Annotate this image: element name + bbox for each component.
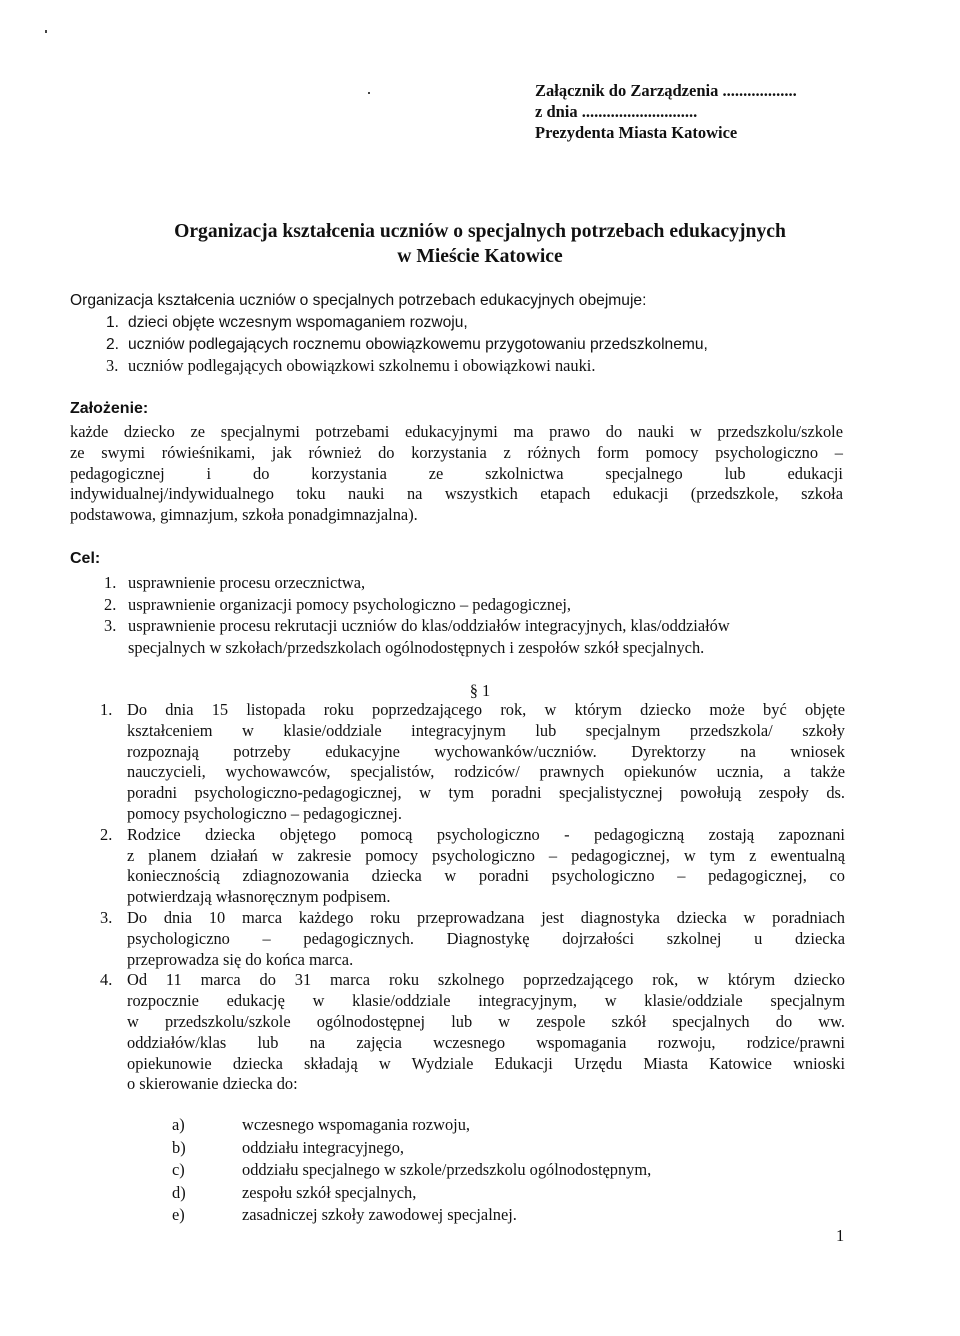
list-line: poradni psychologiczno-pedagogicznej, w tym poradni specjalistycznej powołują zespoły ds. — [127, 783, 845, 803]
section-mark: § 1 — [469, 681, 491, 700]
list-line: Od 11 marca do 31 marca roku szkolnego poprzedzającego rok, w którym dziecko — [127, 970, 845, 990]
list-item — [100, 970, 845, 1095]
sub-list-text: zasadniczej szkoły zawodowej specjalnej. — [242, 1205, 517, 1224]
page-number: 1 — [836, 1226, 845, 1245]
zalozenie-paragraph — [70, 422, 843, 526]
list-item — [100, 700, 845, 825]
document-title — [0, 219, 960, 269]
list-number: 1. — [104, 573, 117, 592]
list-text: dzieci objęte wczesnym wspomaganiem rozwoju, — [128, 314, 468, 331]
list-line: o skierowanie dziecka do: — [127, 1074, 298, 1094]
cel-label: Cel: — [70, 550, 101, 567]
list-number: 1. — [106, 314, 120, 331]
list-line: koniecznością zdiagnozowania dziecka w poradni psychologiczno – pedagogicznej, co — [127, 866, 845, 886]
list-line: pomocy psychologiczno – pedagogicznej. — [127, 803, 402, 823]
list-line: przeprowadza się do końca marca. — [127, 949, 354, 969]
header-line-1: Załącznik do Zarządzenia .................. — [535, 81, 797, 100]
header-line-3: Prezydenta Miasta Katowice — [535, 123, 738, 142]
sub-list-text: oddziału integracyjnego, — [242, 1137, 405, 1157]
list-line: z planem działań w zakresie pomocy psychologiczno – pedagogicznej, w tym z ewentualną — [127, 845, 845, 865]
list-number: 1. — [100, 700, 113, 719]
intro-text: Organizacja kształcenia uczniów o specjalnych potrzebach edukacyjnych obejmuje: — [70, 292, 647, 309]
attachment-header — [535, 80, 797, 143]
paragraph-line: indywidualnej/indywidualnego toku nauki na wszystkich etapach edukacji (przedszkole, szkoła — [70, 484, 843, 504]
list-text: usprawnienie procesu orzecznictwa, — [128, 573, 366, 592]
list-item — [106, 312, 866, 334]
sub-list-item — [172, 1114, 651, 1137]
list-number: 4. — [100, 970, 113, 990]
sub-list-letter: a) — [172, 1115, 185, 1134]
list-item — [100, 825, 845, 908]
sub-list-item — [172, 1159, 651, 1182]
scan-speck — [45, 30, 47, 33]
sub-list-text: wczesnego wspomagania rozwoju, — [242, 1115, 471, 1134]
sub-list-text: oddziału specjalnego w szkole/przedszkolu ogólnodostępnym, — [242, 1160, 652, 1179]
sub-list-letter: b) — [172, 1137, 186, 1157]
sub-list-item — [172, 1204, 651, 1227]
paragraph-line: podstawowa, gimnazjum, szkoła ponadgimnazjalna). — [70, 505, 418, 525]
list-number: 3. — [100, 907, 113, 927]
sub-list-item — [172, 1137, 651, 1160]
sub-list-letter: e) — [172, 1205, 185, 1224]
list-line: opiekunowie dziecka składają w Wydziale Edukacji Urzędu Miasta Katowice wnioski — [127, 1053, 845, 1073]
cel-list — [104, 572, 849, 658]
paragraph-line: pedagogicznej i do korzystania ze szkolnictwa specjalnego lub edukacji — [70, 463, 843, 483]
paragraph-line: ze swymi rówieśnikami, jak również do korzystania z różnych form pomocy psychologiczno – — [70, 442, 843, 462]
list-item — [104, 615, 849, 658]
header-line-2: z dnia ............................ — [535, 102, 698, 121]
list-text: usprawnienie procesu rekrutacji uczniów do klas/oddziałów integracyjnych, klas/oddziałów — [128, 616, 730, 635]
list-line: oddziałów/klas lub na zajęcia wczesnego wspomagania rozwoju, rodzice/prawni — [127, 1032, 845, 1052]
list-line: w przedszkolu/szkole ogólnodostępnej lub w zespole szkół specjalnych do ww. — [127, 1011, 845, 1031]
list-line: potwierdzają własnoręcznym podpisem. — [127, 887, 391, 907]
list-number: 3. — [106, 356, 119, 375]
sub-list-text: zespołu szkół specjalnych, — [242, 1182, 417, 1202]
intro-list — [106, 312, 866, 377]
sub-list — [172, 1114, 651, 1227]
list-line: Do dnia 10 marca każdego roku przeprowadzana jest diagnostyka dziecka w poradniach — [127, 907, 845, 927]
list-number: 2. — [106, 335, 120, 353]
list-text: uczniów podlegających rocznemu obowiązkowemu przygotowaniu przedszkolnemu, — [128, 335, 708, 353]
list-text: usprawnienie organizacji pomocy psychologiczno – pedagogicznej, — [128, 594, 572, 614]
paragraph-line: każde dziecko ze specjalnymi potrzebami edukacyjnymi ma prawo do nauki w przedszkolu/szkole — [70, 422, 843, 441]
list-line: Rodzice dziecka objętego pomocą psychologiczno - pedagogiczną zostają zapoznani — [127, 824, 845, 844]
list-line: nauczycieli, wychowawców, specjalistów, rodziców/ prawnych opiekunów ucznia, a także — [127, 762, 845, 782]
list-number: 2. — [104, 594, 117, 614]
scan-speck — [368, 92, 370, 94]
list-number: 2. — [100, 824, 113, 844]
list-line: kształceniem w klasie/oddziale integracyjnym lub specjalnym przedszkola/ szkoły — [127, 720, 845, 740]
list-item — [100, 908, 845, 970]
title-line-2: w Mieście Katowice — [397, 246, 563, 267]
list-item — [106, 355, 866, 377]
list-number: 3. — [104, 616, 117, 635]
list-line: Do dnia 15 listopada roku poprzedzającego rok, w którym dziecko może być objęte — [127, 700, 845, 719]
list-line: psychologiczno – pedagogicznych. Diagnostykę dojrzałości szkolnej u dziecka — [127, 928, 845, 948]
sub-list-letter: d) — [172, 1182, 186, 1202]
list-line: rozpoznają potrzeby edukacyjne wychowanków/uczniów. Dyrektorzy na wniosek — [127, 741, 845, 761]
list-item — [104, 572, 849, 594]
list-item — [106, 334, 866, 356]
list-text: uczniów podlegających obowiązkowi szkolnemu i obowiązkowi nauki. — [128, 356, 596, 375]
sub-list-letter: c) — [172, 1160, 185, 1179]
zalozenie-label: Założenie: — [70, 400, 149, 417]
title-line-1: Organizacja kształcenia uczniów o specjalnych potrzebach edukacyjnych — [174, 221, 786, 242]
list-line: rozpocznie edukację w klasie/oddziale integracyjnym, w klasie/oddziale specjalnym — [127, 991, 845, 1011]
section-list — [100, 700, 845, 1095]
list-item — [104, 594, 849, 616]
sub-list-item — [172, 1182, 651, 1205]
list-text: specjalnych w szkołach/przedszkolach ogólnodostępnych i zespołów szkół specjalnych. — [128, 637, 705, 657]
